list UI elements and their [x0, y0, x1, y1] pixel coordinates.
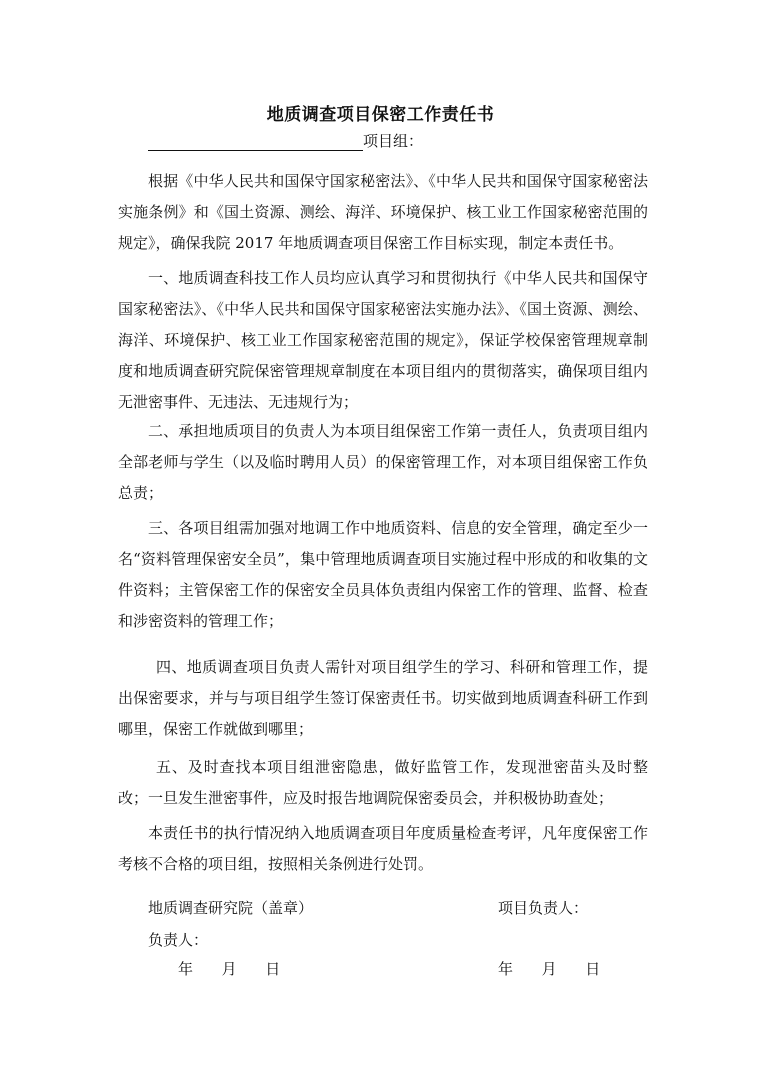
- signature-organization: 地质调查研究院（盖章）: [148, 899, 314, 917]
- paragraph-intro: 根据《中华人民共和国保守国家秘密法》、《中华人民共和国保守国家秘密法实施条例》和《国土资源、测绘、海洋、环境保护、核工业工作国家秘密范围的规定》，确保我院 2017 年地质调查项目保密工作目标实现，制定本责任书。: [118, 172, 648, 252]
- paragraph-closing: 本责任书的执行情况纳入地质调查项目年度质量检查考评，凡年度保密工作考核不合格的项目组，按照相关条例进行处罚。: [118, 824, 648, 873]
- project-group-line: [148, 130, 423, 151]
- signature-responsible-person: 负责人：: [148, 931, 209, 949]
- project-group-label: 项目组：: [363, 132, 424, 150]
- paragraph-clause-5: 五、及时查找本项目组泄密隐患，做好监管工作，发现泄密苗头及时整改；一旦发生泄密事件，应及时报告地调院保密委员会，并积极协助查处；: [118, 758, 648, 807]
- document-title: 地质调查项目保密工作责任书: [266, 105, 495, 125]
- paragraph-clause-4: 四、地质调查项目负责人需针对项目组学生的学习、科研和管理工作，提出保密要求，并与与项目组学生签订保密责任书。切实做到地质调查科研工作到哪里，保密工作就做到哪里；: [118, 658, 648, 738]
- paragraph-clause-2: 二、承担地质项目的负责人为本项目组保密工作第一责任人，负责项目组内全部老师与学生（以及临时聘用人员）的保密管理工作，对本项目组保密工作负总责；: [118, 422, 648, 502]
- signature-date-right: 年 月 日: [498, 960, 601, 978]
- signature-project-leader: 项目负责人：: [498, 899, 589, 917]
- paragraph-clause-1: 一、地质调查科技工作人员均应认真学习和贯彻执行《中华人民共和国保守国家秘密法》、《中华人民共和国保守国家秘密法实施办法》、《国土资源、测绘、海洋、环境保护、核工业工作国家秘密范围的规定》，保证学校保密管理规章制度和地质调查研究院保密管理规章制度在本项目组内的贯彻落实，确保项目组内无泄密事件、无违法、无违规行为；: [118, 269, 648, 411]
- project-group-blank: [148, 134, 363, 151]
- paragraph-clause-3: 三、各项目组需加强对地调工作中地质资料、信息的安全管理，确定至少一名“资料管理保密安全员”，集中管理地质调查项目实施过程中形成的和收集的文件资料；主管保密工作的保密安全员具体负责组内保密工作的管理、监督、检查和涉密资料的管理工作；: [118, 519, 648, 630]
- signature-date-left: 年 月 日: [178, 960, 281, 978]
